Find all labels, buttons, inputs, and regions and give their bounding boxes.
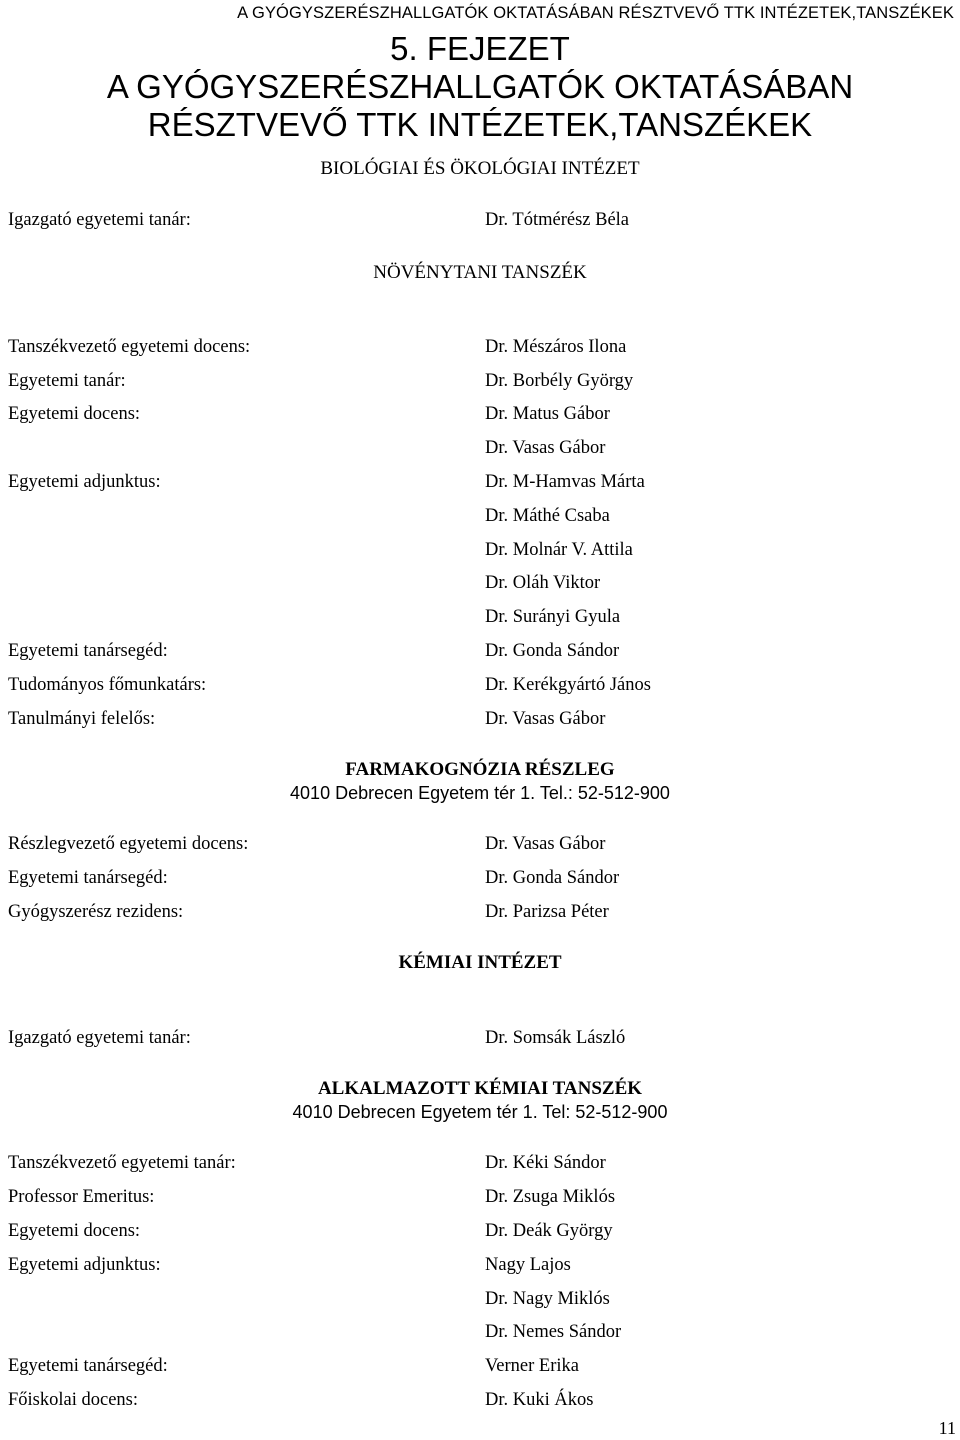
row-value: Verner Erika xyxy=(485,1356,579,1376)
table-row xyxy=(0,337,960,365)
table-row xyxy=(0,1390,960,1418)
row-value: Nagy Lajos xyxy=(485,1255,571,1275)
chem-institute-heading: KÉMIAI INTÉZET xyxy=(398,952,562,973)
bio-institute-heading: BIOLÓGIAI ÉS ÖKOLÓGIAI INTÉZET xyxy=(320,158,640,179)
row-label: Főiskolai docens: xyxy=(8,1390,139,1410)
row-value: Dr. Nagy Miklós xyxy=(485,1289,610,1309)
table-row xyxy=(0,675,960,703)
chapter-number: 5. FEJEZET xyxy=(390,30,570,67)
row-value: Dr. Kuki Ákos xyxy=(485,1390,594,1410)
row-label: Egyetemi adjunktus: xyxy=(8,472,161,492)
row-value: Dr. Máthé Csaba xyxy=(485,506,610,526)
table-row xyxy=(0,709,960,737)
row-value: Dr. Deák György xyxy=(485,1221,613,1241)
applied-chem-heading: ALKALMAZOTT KÉMIAI TANSZÉK xyxy=(317,1078,643,1099)
row-value: Dr. Gonda Sándor xyxy=(485,641,620,661)
row-value: Dr. Molnár V. Attila xyxy=(485,540,633,560)
table-row xyxy=(0,573,960,601)
table-row xyxy=(0,1187,960,1215)
row-label: Igazgató egyetemi tanár: xyxy=(8,1028,191,1048)
table-row xyxy=(0,506,960,534)
row-label: Tanszékvezető egyetemi tanár: xyxy=(8,1153,236,1173)
row-value: Dr. Oláh Viktor xyxy=(485,573,601,593)
chapter-title-line1: A GYÓGYSZERÉSZHALLGATÓK OKTATÁSÁBAN xyxy=(106,68,854,105)
table-row xyxy=(0,607,960,635)
pharmacognosy-address: 4010 Debrecen Egyetem tér 1. Tel.: 52-512-900 xyxy=(290,783,670,803)
table-row xyxy=(0,472,960,500)
row-label: Egyetemi tanársegéd: xyxy=(8,641,168,661)
botany-heading: NÖVÉNYTANI TANSZÉK xyxy=(373,262,587,283)
table-row xyxy=(0,1289,960,1317)
row-label: Tudományos főmunkatárs: xyxy=(8,675,207,695)
running-header: A GYÓGYSZERÉSZHALLGATÓK OKTATÁSÁBAN RÉSZTVEVŐ TTK INTÉZETEK,TANSZÉKEK xyxy=(237,4,954,22)
row-value: Dr. Gonda Sándor xyxy=(485,868,620,888)
row-value: Dr. Somsák László xyxy=(485,1028,626,1048)
row-label: Egyetemi adjunktus: xyxy=(8,1255,161,1275)
row-value: Dr. Vasas Gábor xyxy=(485,834,606,854)
row-value: Dr. M-Hamvas Márta xyxy=(485,472,645,492)
row-label: Egyetemi tanár: xyxy=(8,371,126,391)
row-label: Tanszékvezető egyetemi docens: xyxy=(8,337,251,357)
row-value: Dr. Nemes Sándor xyxy=(485,1322,622,1342)
row-label: Egyetemi docens: xyxy=(8,1221,141,1241)
table-row xyxy=(0,438,960,466)
table-row xyxy=(0,641,960,669)
row-label: Igazgató egyetemi tanár: xyxy=(8,210,191,230)
table-row xyxy=(0,404,960,432)
row-value: Dr. Zsuga Miklós xyxy=(485,1187,616,1207)
row-value: Dr. Kéki Sándor xyxy=(485,1153,606,1173)
table-row xyxy=(0,1322,960,1350)
pharmacognosy-heading: FARMAKOGNÓZIA RÉSZLEG xyxy=(345,759,615,780)
row-label: Részlegvezető egyetemi docens: xyxy=(8,834,249,854)
table-row xyxy=(0,540,960,568)
table-row xyxy=(0,1153,960,1181)
row-label: Gyógyszerész rezidens: xyxy=(8,902,184,922)
table-row xyxy=(0,868,960,896)
applied-chem-address: 4010 Debrecen Egyetem tér 1. Tel: 52-512-900 xyxy=(292,1102,668,1122)
table-row xyxy=(0,902,960,930)
row-value: Dr. Kerékgyártó János xyxy=(485,675,651,695)
row-value: Dr. Matus Gábor xyxy=(485,404,610,424)
row-label: Tanulmányi felelős: xyxy=(8,709,156,729)
row-label: Professor Emeritus: xyxy=(8,1187,155,1207)
row-label: Egyetemi tanársegéd: xyxy=(8,1356,168,1376)
table-row xyxy=(0,834,960,862)
row-label: Egyetemi docens: xyxy=(8,404,141,424)
row-label: Egyetemi tanársegéd: xyxy=(8,868,168,888)
bio-director-row xyxy=(0,210,960,238)
row-value: Dr. Borbély György xyxy=(485,371,634,391)
table-row xyxy=(0,1356,960,1384)
row-value: Dr. Surányi Gyula xyxy=(485,607,621,627)
table-row xyxy=(0,1255,960,1283)
page-number: 11 xyxy=(938,1418,956,1438)
chem-director-row xyxy=(0,1028,960,1056)
table-row xyxy=(0,371,960,399)
row-value: Dr. Mészáros Ilona xyxy=(485,337,627,357)
row-value: Dr. Vasas Gábor xyxy=(485,438,606,458)
table-row xyxy=(0,1221,960,1249)
row-value: Dr. Vasas Gábor xyxy=(485,709,606,729)
chapter-title-line2: RÉSZTVEVŐ TTK INTÉZETEK,TANSZÉKEK xyxy=(147,106,813,143)
row-value: Dr. Tótmérész Béla xyxy=(485,210,630,230)
row-value: Dr. Parizsa Péter xyxy=(485,902,609,922)
